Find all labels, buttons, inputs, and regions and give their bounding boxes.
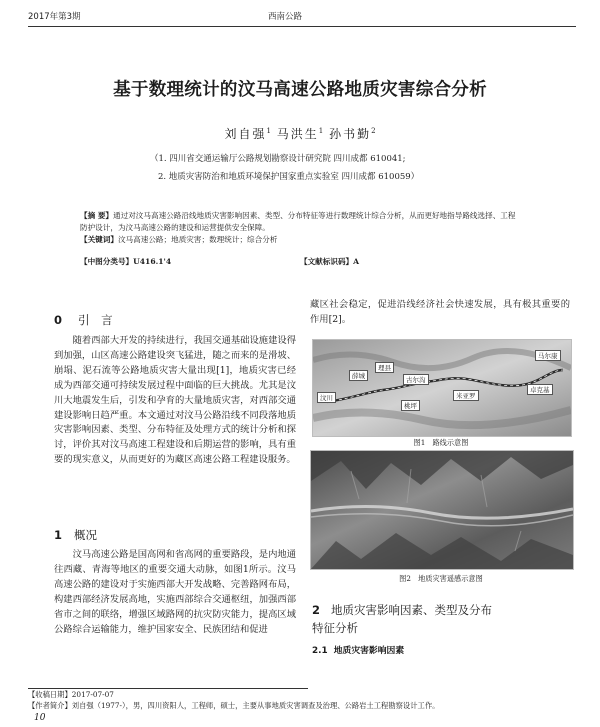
- figure-2-caption: 图2 地质灾害遥感示意图: [399, 574, 483, 583]
- author-mark: 2: [371, 127, 376, 135]
- remote-sensing-graphic: [311, 451, 573, 569]
- subsection-number: 2.1: [312, 646, 328, 656]
- remote-sensing-figure: [310, 450, 574, 570]
- map-place-label: 马尔康: [535, 350, 561, 361]
- header-rule: [28, 26, 576, 27]
- page-number: 10: [34, 713, 46, 723]
- map-place-label: 薛城: [349, 370, 368, 381]
- section-number: 1: [54, 528, 63, 542]
- doc-label: 【文献标识码】: [300, 257, 354, 266]
- keywords-text: 汶马高速公路；地质灾害；数理统计；综合分析: [117, 235, 278, 244]
- section-title-cont: 特征分析: [312, 621, 358, 635]
- section-number: 0: [54, 313, 63, 327]
- right-top-paragraph: 藏区社会稳定，促进沿线经济社会快速发展，具有极其重要的作用[2]。: [310, 299, 570, 325]
- overview-paragraph: 汶马高速公路是国高网和省高网的重要路段，是内地通往西藏、青海等地区的重要交通大动脉，如图1所示。汶马高速公路的建设对于实施西部大开发战略、完善路网布局，构建西部经济发展高地，实施西部综合交通枢纽，加强西部省市之间的联络，增强区域路网的抗灾防灾能力，提高区域公路综合运输能力，维护国家安全、民族团结和促进: [54, 549, 296, 635]
- section-title: 地质灾害影响因素、类型及分布: [330, 603, 492, 617]
- doc-value: A: [353, 257, 360, 266]
- subsection-title: 地质灾害影响因素: [333, 646, 405, 656]
- received-date: 【收稿日期】2017-07-07: [28, 690, 114, 699]
- intro-paragraph: 随着西部大开发的持续进行，我国交通基础设施建设得到加强，山区高速公路建设突飞猛进，随之而来的是滑坡、崩塌、泥石流等公路地质灾害大量出现[1]，地质灾害已经成为西部交通可持续发展过程中面临的巨大挑战。尤其是汶川大地震发生后，引发和孕育的大量地质灾害，对西部交通建设影响日趋严重。本文通过对汶马公路沿线不同段落地质灾害影响因素、类型、分布特征及处理方式的统计分析和探讨，评价其对汶马高速工程建设和后期运营的影响，具有重要的现实意义，从而更好的为藏区高速公路工程建设服务。: [54, 335, 296, 466]
- abstract-block: [80, 210, 520, 246]
- abstract-label: 【摘 要】: [80, 211, 114, 220]
- figure-1-caption: 图1 路线示意图: [413, 438, 469, 447]
- keywords-label: 【关键词】: [80, 235, 118, 244]
- classification-row: [80, 256, 520, 267]
- author-mark: 1: [318, 127, 324, 135]
- author-bio: 【作者简介】刘自强（1977-），男，四川资阳人，工程师，硕士，主要从事地质灾害调查及治理、公路岩土工程勘察设计工作。: [28, 701, 440, 710]
- section-2-heading: [312, 601, 574, 637]
- footnote-rule: [28, 688, 308, 689]
- affiliation-2: 2. 地质灾害防治和地质环境保护国家重点实验室 四川成都 610059）: [158, 172, 420, 182]
- issue-label: 2017年第3期: [28, 12, 81, 22]
- author-list: [200, 125, 400, 142]
- section-title: 引 言: [78, 313, 117, 327]
- section-title: 概况: [74, 528, 98, 542]
- author-name: 马洪生: [276, 127, 319, 141]
- map-place-label: 理县: [375, 362, 394, 373]
- map-place-label: 米亚罗: [453, 390, 479, 401]
- cls-label: 【中图分类号】: [80, 257, 134, 266]
- cls-value: U416.1'4: [133, 257, 172, 266]
- map-place-label: 古尔沟: [403, 374, 429, 385]
- author-name: 孙书勤: [329, 127, 372, 141]
- map-place-label: 汶川: [317, 392, 336, 403]
- abstract-text: 通过对汶马高速公路沿线地质灾害影响因素、类型、分布特征等进行数理统计综合分析，从而更好地指导路线选择、工程防护设计，为汶马高速公路的建设和运营提供安全保障。: [80, 211, 516, 232]
- subsection-2-1-heading: [312, 643, 404, 656]
- section-1-heading: [54, 527, 294, 543]
- map-place-label: 桃坪: [401, 400, 420, 411]
- section-0-heading: [54, 312, 294, 328]
- author-name: 刘自强: [224, 127, 267, 141]
- affiliation-1: （1. 四川省交通运输厅公路规划勘察设计研究院 四川成都 610041;: [150, 154, 406, 164]
- route-map-figure: [312, 339, 572, 437]
- section-number: 2: [312, 603, 321, 617]
- journal-name: 西南公路: [268, 12, 303, 22]
- author-mark: 1: [266, 127, 271, 135]
- map-place-label: 卓克基: [527, 384, 553, 395]
- paper-title: 基于数理统计的汶马高速公路地质灾害综合分析: [113, 80, 487, 100]
